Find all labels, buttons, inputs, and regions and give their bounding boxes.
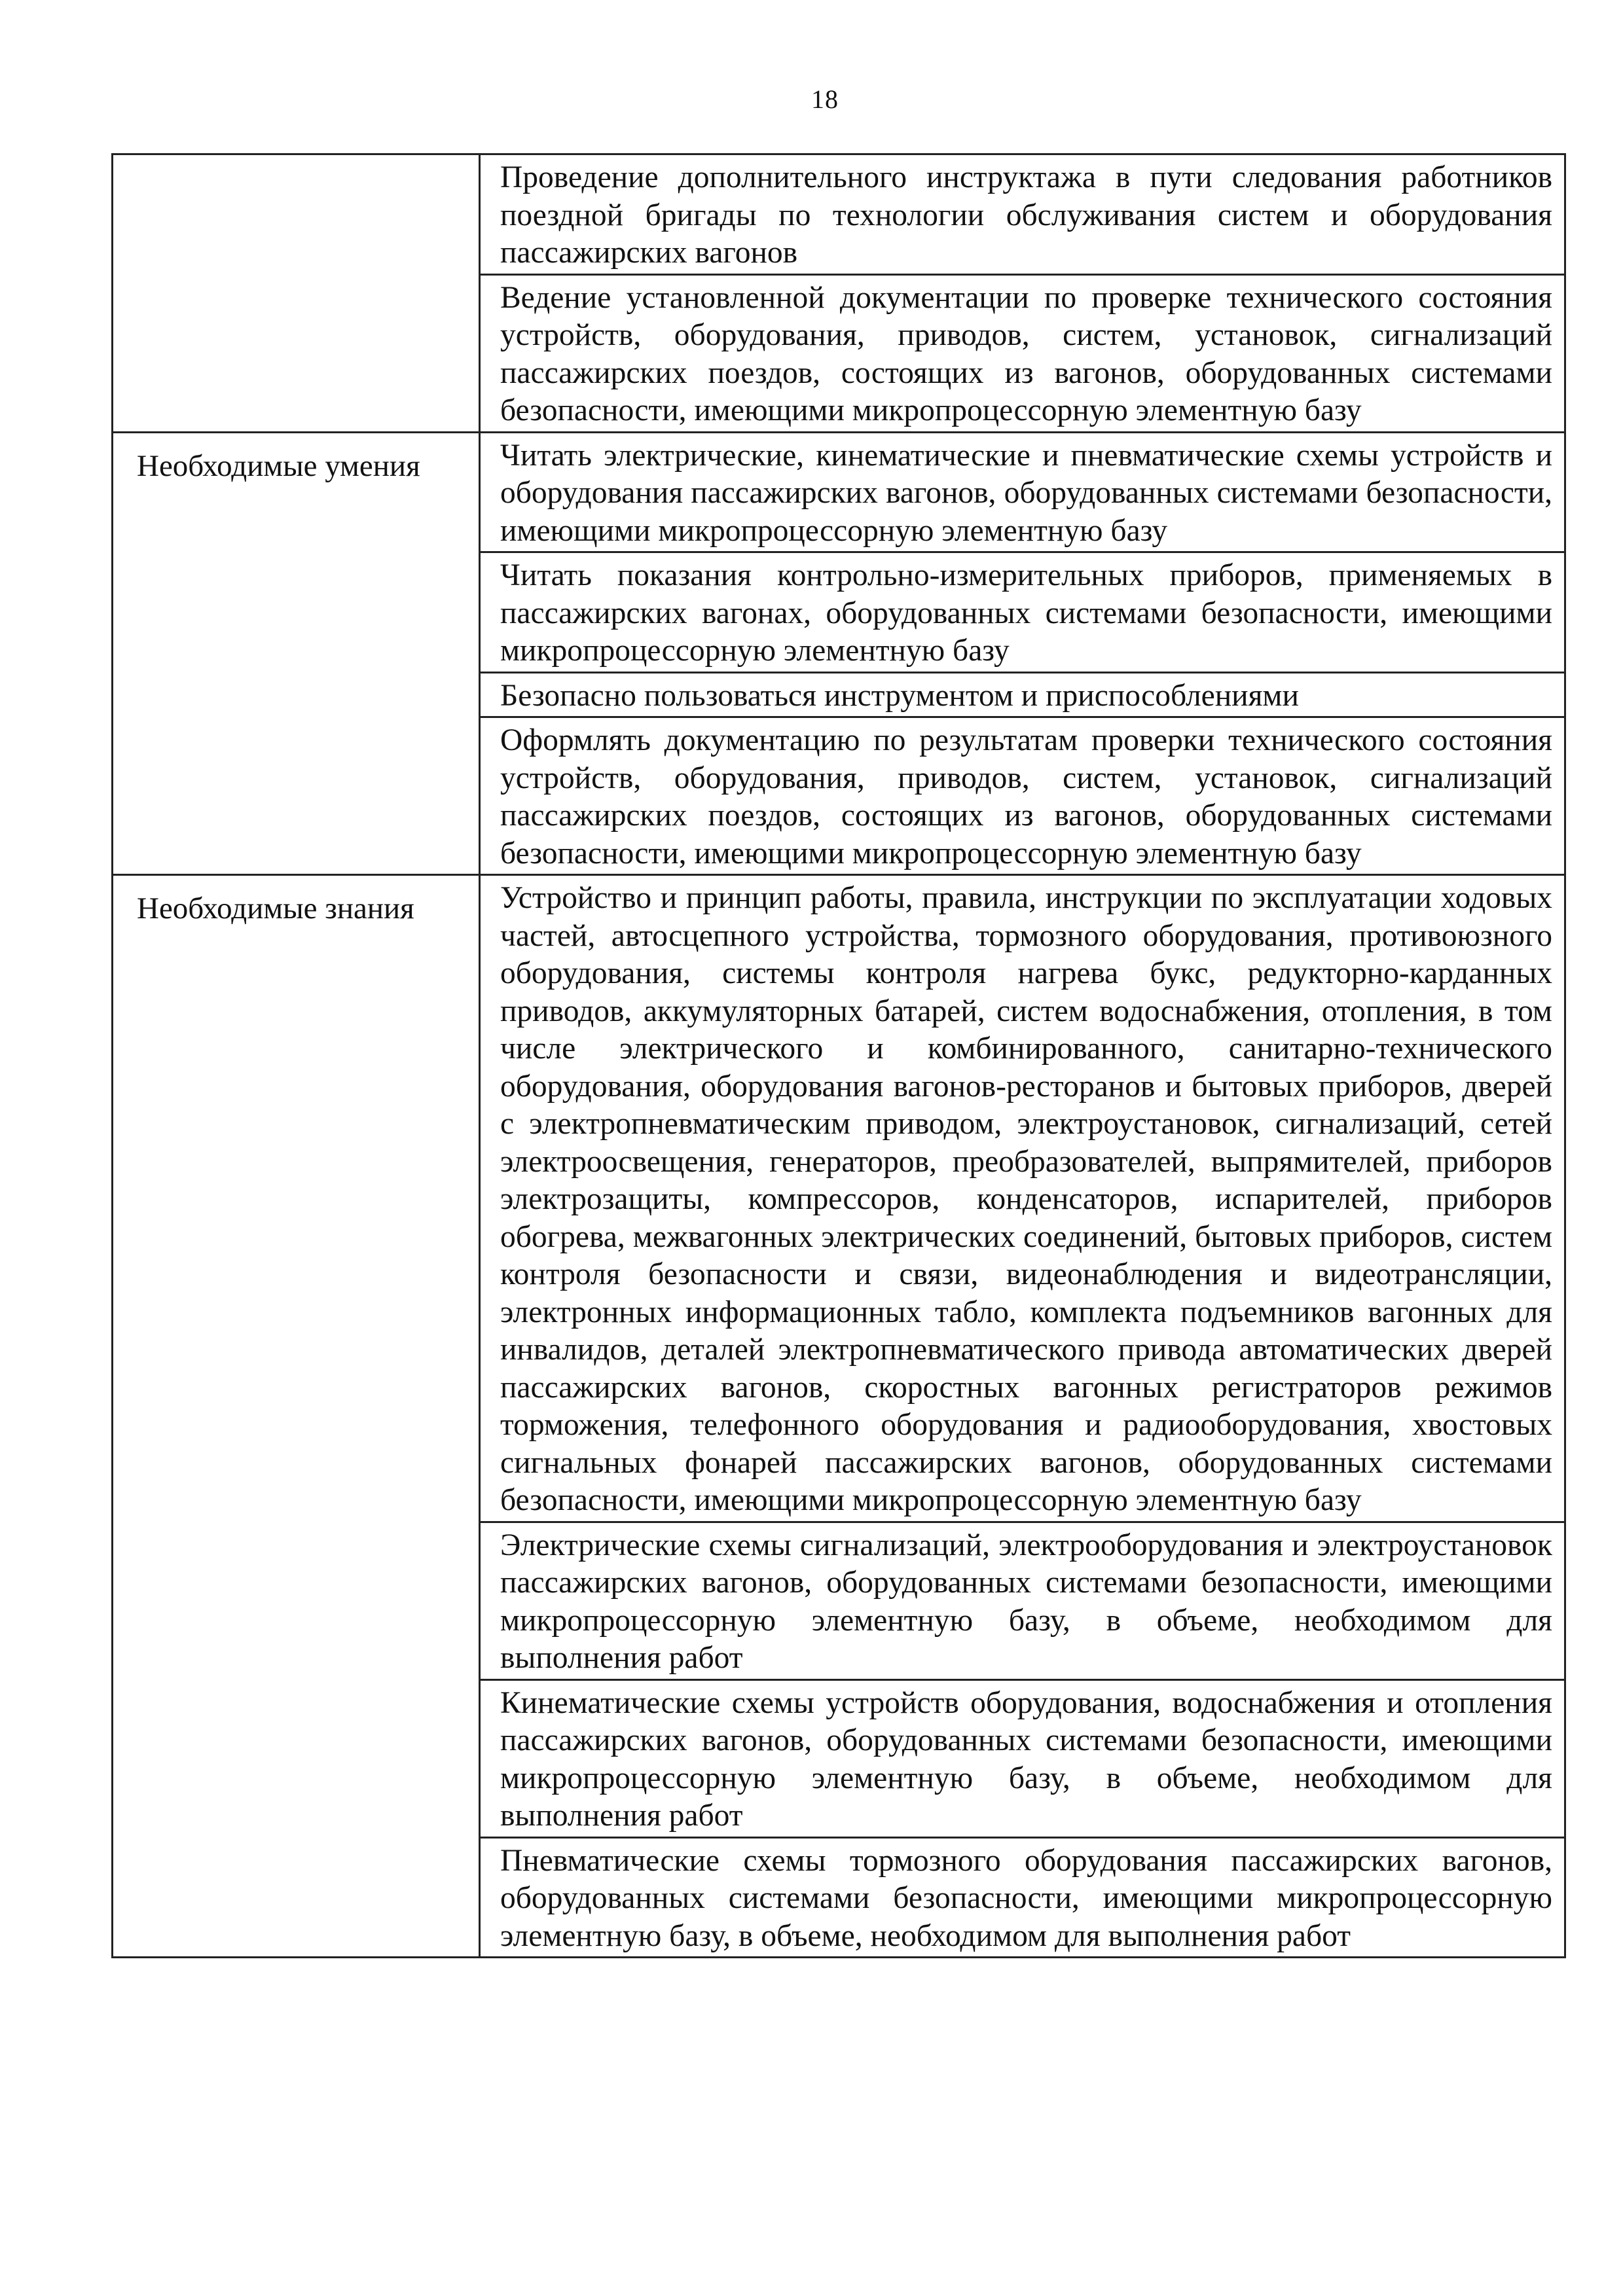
table-cell: Устройство и принцип работы, правила, инструкции по эксплуатации ходовых частей, автосцепного устройства, тормозного оборудования, противоюзного оборудования, системы контроля нагрева букс, редукторно-карданных приводов, аккумуляторных батарей, систем водоснабжения, отопления, в том числе электрического и комбинированного, санитарно-технического оборудования, оборудования вагонов-ресторанов и бытовых приборов, дверей с электропневматическим приводом, электроустановок, сигнализаций, сетей электроосвещения, генераторов, преобразователей, выпрямителей, приборов электрозащиты, компрессоров, конденсаторов, испарителей, приборов обогрева, межвагонных электрических соединений, бытовых приборов, систем контроля безопасности и связи, видеонаблюдения и видеотрансляции, электронных информационных табло, комплекта подъемников вагонных для инвалидов, деталей электропневматического привода автоматических дверей пассажирских вагонов, скоростных вагонных регистраторов режимов торможения, телефонного оборудования и радиооборудования, хвостовых сигнальных фонарей пассажирских вагонов, оборудованных системами безопасности, имеющими микропроцессорную элементную базу: [480, 875, 1565, 1522]
table-cell: Читать электрические, кинематические и пневматические схемы устройств и оборудования пассажирских вагонов, оборудованных системами безопасности, имеющими микропроцессорную элементную базу: [480, 432, 1565, 552]
knowledge-label: Необходимые знания: [113, 875, 480, 1958]
table-cell: Читать показания контрольно-измерительных приборов, применяемых в пассажирских вагонах, оборудованных системами безопасности, имеющими микропроцессорную элементную базу: [480, 552, 1565, 673]
table-row: [113, 154, 1565, 275]
table-cell: Оформлять документацию по результатам проверки технического состояния устройств, оборудования, приводов, систем, установок, сигнализаций пассажирских поездов, состоящих из вагонов, оборудованных системами безопасности, имеющими микропроцессорную элементную базу: [480, 717, 1565, 875]
competency-table: [111, 153, 1566, 1958]
table-cell: Безопасно пользоваться инструментом и приспособлениями: [480, 672, 1565, 717]
table-row: [113, 875, 1565, 1522]
skills-label: Необходимые умения: [113, 432, 480, 875]
row-label-cell: [113, 154, 480, 433]
page-number: 18: [811, 84, 839, 114]
table-cell: Электрические схемы сигнализаций, электрооборудования и электроустановок пассажирских вагонов, оборудованных системами безопасности, имеющими микропроцессорную элементную базу, в объеме, необходимом для выполнения работ: [480, 1522, 1565, 1679]
table-cell: Ведение установленной документации по проверке технического состояния устройств, оборудования, приводов, систем, установок, сигнализаций пассажирских поездов, состоящих из вагонов, оборудованных системами безопасности, имеющими микропроцессорную элементную базу: [480, 274, 1565, 432]
table-cell: Проведение дополнительного инструктажа в пути следования работников поездной бригады по технологии обслуживания систем и оборудования пассажирских вагонов: [480, 154, 1565, 275]
table-cell: Пневматические схемы тормозного оборудования пассажирских вагонов, оборудованных системами безопасности, имеющими микропроцессорную элементную базу, в объеме, необходимом для выполнения работ: [480, 1837, 1565, 1958]
table-cell: Кинематические схемы устройств оборудования, водоснабжения и отопления пассажирских вагонов, оборудованных системами безопасности, имеющими микропроцессорную элементную базу, в объеме, необходимом для выполнения работ: [480, 1679, 1565, 1837]
table-row: [113, 432, 1565, 552]
